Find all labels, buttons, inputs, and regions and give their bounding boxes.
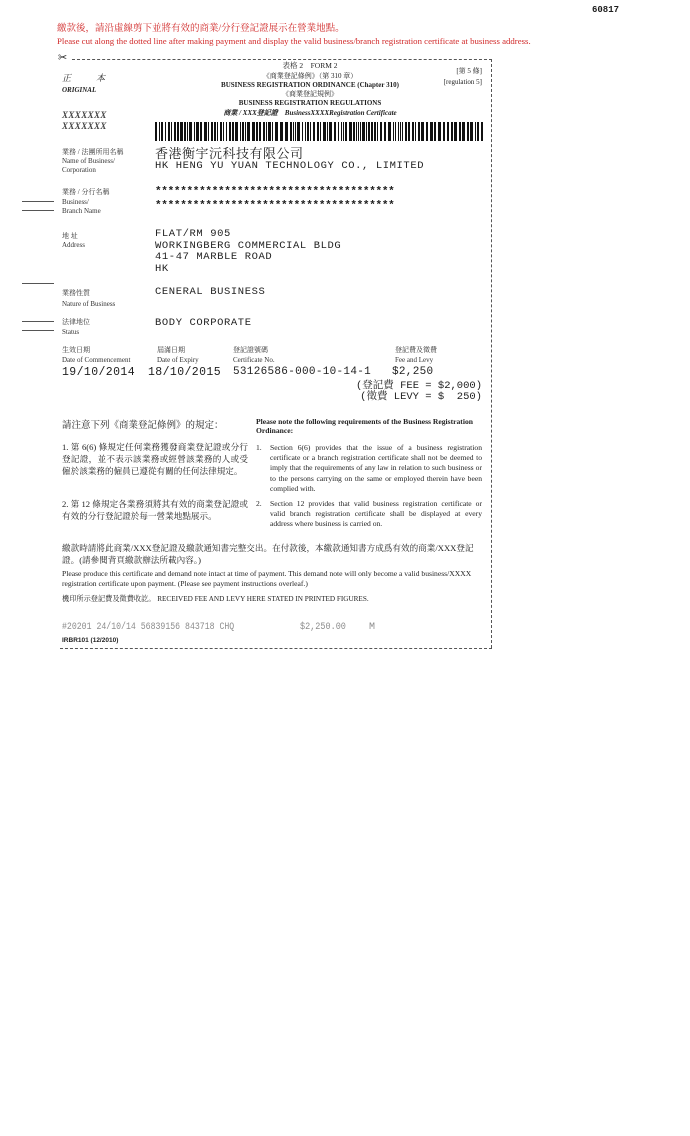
regulation-en: [regulation 5]: [443, 78, 482, 86]
ordinance-zh: 《商業登記條例》（第 310 章）: [262, 72, 358, 80]
address-line: FLAT/RM 905: [155, 228, 231, 240]
cut-line-top: [72, 59, 492, 60]
payment-zh: 繳款時請將此商業/XXX登記證及繳款通知書完整交出。在付款後，本繳款通知書方成爲有效的商業/XXX登記證。(請參閱背頁繳款辦法所載內容。): [62, 543, 474, 565]
note-2-zh: 2. 第 12 條規定各業務須將其有效的商業登記證或有效的分行登記證於每一營業地點展示。: [62, 499, 248, 521]
fee-label-en: Fee and Levy: [395, 356, 434, 364]
branch-mask-2: **************************************: [155, 200, 395, 212]
levy-line: (徵費 LEVY = $ 250): [360, 391, 482, 403]
cut-line-bottom: [60, 648, 492, 649]
business-name-label-zh: 業務 / 法團所用名稱: [62, 148, 124, 156]
expiry-value: 18/10/2015: [148, 366, 222, 379]
business-name-label-en: Name of Business/ Corporation: [62, 157, 115, 174]
form-code: IRBR101 (12/2010): [62, 637, 119, 644]
address-label-en: Address: [62, 241, 85, 249]
scissors-icon: ✂: [58, 52, 68, 64]
ordinance-en: BUSINESS REGISTRATION ORDINANCE (Chapter 310): [221, 81, 399, 89]
cert-no-label-en: Certificate No.: [233, 356, 275, 364]
cert-no-value: 53126586-000-10-14-1: [233, 366, 372, 378]
fee-line: (登記費 FEE = $2,000): [355, 380, 482, 392]
expiry-label-zh: 屆滿日期: [157, 346, 185, 354]
original-en: ORIGINAL: [62, 86, 97, 94]
masked-line-1: XXXXXXX: [62, 110, 107, 120]
instruction-zh: 繳款後，請沿虛線剪下並將有效的商業/分行登記證展示在營業地點。: [57, 24, 345, 34]
commencement-label-zh: 生效日期: [62, 346, 90, 354]
note-2-number: 2.: [256, 499, 262, 508]
received-note: 機印所示登記費及徵費收訖。 RECEIVED FEE AND LEVY HERE STATED IN PRINTED FIGURES.: [62, 595, 369, 603]
form-line: 表格 2 FORM 2: [282, 61, 338, 70]
branch-mask-1: **************************************: [155, 186, 395, 198]
masked-line-2: XXXXXXX: [62, 121, 107, 131]
note-2-en: Section 12 provides that valid business registration certificate or valid branch registration certificate shall be displayed at every address where business is carried on.: [270, 499, 482, 529]
expiry-label-en: Date of Expiry: [157, 356, 199, 364]
notes-heading-zh: 請注意下列《商業登記條例》的規定：: [62, 421, 224, 431]
cut-line-right: [491, 59, 492, 648]
note-1-zh: 1. 第 6(6) 條規定任何業務獲發商業登記證或分行登記證，並不表示該業務或經營該業務的人或受僱於該業務的僱員已遵從有關的任何法律規定。: [62, 442, 248, 476]
leader-line: [22, 330, 54, 331]
fee-total: $2,250: [392, 366, 434, 378]
nature-label-en: Nature of Business: [62, 300, 116, 308]
nature-value: CENERAL BUSINESS: [155, 286, 266, 298]
address-line: 41-47 MARBLE ROAD: [155, 251, 273, 263]
leader-line: [22, 210, 54, 211]
payment-stamp-amount: $2,250.00: [300, 622, 346, 633]
status-label-en: Status: [62, 328, 80, 336]
branch-label-zh: 業務 / 分行名稱: [62, 188, 110, 196]
payment-en: Please produce this certificate and demand note intact at time of payment. This demand note will only become a valid business/XXXX registration certificate upon payment. (Please see payment instructions overleaf.): [62, 569, 472, 588]
status-label-zh: 法律地位: [62, 318, 90, 326]
certificate-title: 商業 / XXX登記證 BusinessXXXXRegistration Certificate: [223, 109, 397, 117]
leader-line: [22, 283, 54, 284]
regulation-zh: [第 5 條]: [456, 67, 482, 75]
branch-label-en-2: Branch Name: [62, 207, 101, 215]
commencement-value: 19/10/2014: [62, 366, 136, 379]
regulations-zh: 《商業登記規例》: [282, 90, 338, 98]
note-1-en: Section 6(6) provides that the issue of a business registration certificate or a branch registration certificate shall not be deemed to imply that the requirements of any law in relation to such business or to the persons carrying on the same or employed therein have been complied with.: [270, 443, 482, 493]
leader-line: [22, 321, 54, 322]
address-line: HK: [155, 262, 169, 275]
original-zh: 正 本: [62, 73, 114, 83]
note-1-number: 1.: [256, 443, 262, 452]
address-line: WORKINGBERG COMMERCIAL BLDG: [155, 239, 342, 252]
payment-stamp-mark: M: [369, 622, 376, 633]
address-label-zh: 地 址: [62, 232, 78, 240]
status-value: BODY CORPORATE: [155, 317, 252, 329]
leader-line: [22, 201, 54, 202]
business-name-zh: 香港衡宇沅科技有限公司: [155, 146, 304, 161]
regulations-en: BUSINESS REGISTRATION REGULATIONS: [238, 99, 382, 107]
barcode: [155, 122, 485, 141]
payment-stamp: #20201 24/10/14 56839156 843718 CHQ: [62, 622, 235, 633]
business-name-en: HK HENG YU YUAN TECHNOLOGY CO., LIMITED: [155, 160, 425, 172]
branch-label-en-1: Business/: [62, 198, 89, 206]
instruction-en: Please cut along the dotted line after making payment and display the valid business/branch registration certificate at business address.: [57, 36, 531, 46]
commencement-label-en: Date of Commencement: [62, 356, 131, 364]
address-block: [155, 229, 341, 275]
nature-label-zh: 業務性質: [62, 289, 90, 297]
page-number: 60817: [592, 5, 620, 15]
fee-label-zh: 登記費及徵費: [395, 346, 437, 354]
cert-no-label-zh: 登記證號碼: [233, 346, 268, 354]
notes-heading-en: Please note the following requirements of the Business Registration Ordinance:: [256, 417, 473, 435]
